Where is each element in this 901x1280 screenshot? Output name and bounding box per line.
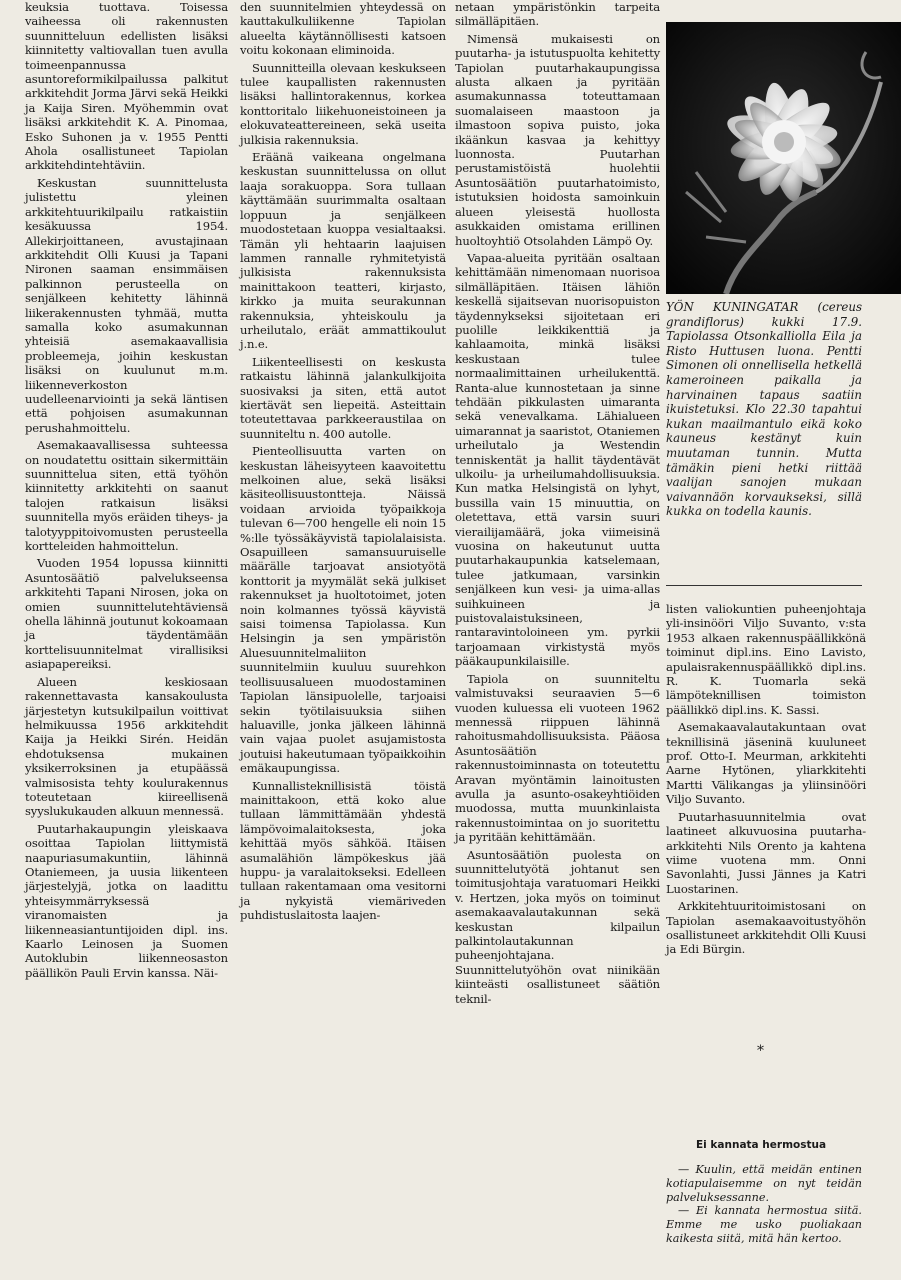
section-separator: * <box>757 1043 764 1059</box>
paragraph: Alueen keskiosaan rakennettavasta kansakoulusta järjestetyn kutsukilpailun voittivat helmikuussa 1956 arkkitehdit Kaija ja Heikki Sirén. Heidän ehdotuksensa mukainen yksikerroksinen ja etupäässä valmisosista tehty koulurakennus toteutetaan kiireellisenä syyslukukauden alkuun mennessä. <box>25 674 228 819</box>
article-column-4 <box>666 602 866 960</box>
joke-title: Ei kannata hermostua <box>696 1139 827 1151</box>
joke-text <box>666 1163 862 1246</box>
paragraph: den suunnitelmien yhteydessä on kauttakulkuliikenne Tapiolan alueelta käytännöllisesti katsoen voitu kokonaan eliminoida. <box>240 0 446 58</box>
paragraph: Asemakaavalautakuntaan ovat teknillisinä jäseninä kuuluneet prof. Otto-I. Meurman, arkkitehti Aarne Hytönen, yliarkkitehti Martti Välikangas ja yliinsinööri Viljo Suvanto. <box>666 720 866 807</box>
paragraph: Vuoden 1954 lopussa kiinnitti Asuntosäätiö palvelukseensa arkkitehti Tapani Nirosen, joka on omien suunnittelutehtäviensä ohella lähinnä joutunut kokoamaan ja täydentämään korttelisuunnitelmat virallisiksi asiapapereiksi. <box>25 556 228 672</box>
article-column-1 <box>25 0 228 983</box>
paragraph: listen valiokuntien puheenjohtaja yli-insinööri Viljo Suvanto, v:sta 1953 alkaen rakennuspäällikkönä toiminut dipl.ins. Eino Lavisto, apulaisrakennuspäällikkö dipl.ins. R. K. Tuomarla sekä lämpöteknillisen toimiston päällikkö dipl.ins. K. Sassi. <box>666 602 866 717</box>
paragraph: Nimensä mukaisesti on puutarha- ja istutuspuolta kehitetty Tapiolan puutarhakaupungissa alusta alkaen ja pyritään asumakunnassa toteuttamaan suomalaiseen maastoon ja ilmastoon sopiva puisto, joka ikäänkun kasvaa ja kehittyy luonnosta. Puutarhan perustamistöistä huolehtii Asuntosäätiön puutarhatoimisto, istutuksien hoidosta samoinkuin alueen yleisestä huollosta asukkaiden omistama erillinen huoltoyhtiö Otsolahden Lämpö Oy. <box>455 31 660 248</box>
cereus-flower-image <box>666 22 901 294</box>
paragraph: Suunnitteilla olevaan keskukseen tulee kaupallisten rakennusten lisäksi hallintorakennus, korkea konttoritalo liikehuoneistoineen ja elokuvateattereineen, sekä useita julkisia rakennuksia. <box>240 60 446 147</box>
paragraph: Kunnallisteknillisistä töistä mainittakoon, että koko alue tullaan lämmittämään yhdestä lämpövoimalaitoksesta, joka kehittää myös sähköä. Itäisen asumalähiön lämpökeskus jää huppu- ja varalaitokseksi. Edelleen tullaan rakentamaan oma vesitorni ja nykyistä viemäriveden puhdistuslaitosta laajen- <box>240 778 446 923</box>
article-column-3 <box>455 0 660 1009</box>
paragraph: Puutarhasuunnitelmia ovat laatineet alkuvuosina puutarha-arkkitehti Nils Orento ja kahtena viime vuotena mm. Onni Savonlahti, Jussi Jännes ja Katri Luostarinen. <box>666 809 866 896</box>
paragraph: Puutarhakaupungin yleiskaava osoittaa Tapiolan liittymistä naapuriasumakuntiin, lähinnä Otaniemeen, ja uusia liikenteen järjestelyjä, jotka on laadittu yhteisymmärryksessä viranomaisten ja liikenneasiantuntijoiden dipl. ins. Kaarlo Leinosen ja Suomen Autoklubin liikenneosaston päällikön Pauli Ervin kanssa. Näi- <box>25 821 228 980</box>
photo-caption: YÖN KUNINGATAR (cereus grandiflorus) kukki 17.9. Tapiolassa Otsonkalliolla Eila ja Risto Huttusen luona. Pentti Simonen oli onnellisella hetkellä kameroineen paikalla ja harvinainen tapaus saatiin ikuistetuksi. Klo 22.30 tapahtui kukan maailmantulo eikä koko kauneus kestänyt kuin muutaman tunnin. Mutta tämäkin pieni hetki riittää vaalijan sanojen mukaan vaivannäön korvaukseksi, sillä kukka on todella kaunis. <box>666 300 862 519</box>
paragraph: Arkkitehtuuritoimistosani on Tapiolan asemakaavoitustyöhön osallistuneet arkkitehdit Olli Kuusi ja Edi Bürgin. <box>666 899 866 957</box>
paragraph: Asemakaavallisessa suhteessa on noudatettu osittain sikermittäin suunnittelua siten, että työhön kiinnitetty arkkitehti on saanut talojen ratkaisun lisäksi suunnitella myös eräiden tiheys- ja talotyyppitoivomusten perusteella kortteleiden hahmoittelun. <box>25 438 228 554</box>
paragraph: Tapiola on suunniteltu valmistuvaksi seuraavien 5—6 vuoden kuluessa eli vuoteen 1962 mennessä riippuen lähinnä rahoitusmahdollisuuksista. Pääosa Asuntosäätiön rakennustoiminnasta on toteutettu Aravan myöntämin lainoitusten avulla ja asunto-osakeyhtiöiden muodossa, mutta muunkinlaista rakennustoimintaa on jo suoritettu ja pyritään kehittämään. <box>455 671 660 845</box>
article-column-2 <box>240 0 446 926</box>
joke-line: — Kuulin, että meidän entinen kotiapulaisemme on nyt teidän palveluksessanne. <box>666 1163 862 1204</box>
paragraph: Vapaa-alueita pyritään osaltaan kehittämään nimenomaan nuorisoa silmälläpitäen. Itäisen lähiön keskellä sijaitsevan nuorisopuiston täydennykseksi sijoitetaan eri puolille leikkikenttiä ja kahlaamoita, minkä lisäksi keskustaan tulee normaalimittainen urheilukenttä. Ranta-alue kunnostetaan ja sinne tehdään pikkulasten uimaranta sekä venevalkama. Lähialueen uimarannat ja saaristot, Otaniemen urheilutalo ja Westendin tenniskentät ja hallit täydentävät ulkoilu- ja urheilumahdollisuuksia. Kun matka Helsingistä on lyhyt, bussilla vain 15 minuuttia, on oletettava, että varsin suuri vierailijamäärä, joka viimeisinä vuosina on hakeutunut uutta puutarhakaupunkia katselemaan, tulee jatkumaan, varsinkin senjälkeen kun vesi- ja uima-allas suihkuineen ja puistovalaistuksineen, rantaravintoloineen ym. pyrkii tarjoamaan virkistystä myös pääkaupunkilaisille. <box>455 250 660 669</box>
flower-photo <box>666 22 901 294</box>
paragraph: keuksia tuottava. Toisessa vaiheessa oli rakennusten suunnitteluun edellisten lisäksi kiinnitetty valtiovallan tuen avulla toimeenpannussa asuntoreformikilpailussa palkitut arkkitehdit Jorma Järvi sekä Heikki ja Kaija Siren. Myöhemmin ovat lisäksi arkkitehdit K. A. Pinomaa, Esko Suhonen ja v. 1955 Pentti Ahola osallistuneet Tapiolan arkkitehdintehtäviin. <box>25 0 228 173</box>
paragraph: Liikenteellisesti on keskusta ratkaistu lähinnä jalankulkijoita suosivaksi ja siten, että autot kiertävät sen liepeitä. Asteittain toteutettavaa parkkeeraustilaa on suunniteltu n. 400 autolle. <box>240 354 446 441</box>
joke-line: — Ei kannata hermostua siitä. Emme me usko puoliakaan kaikesta siitä, mitä hän kertoo. <box>666 1204 862 1245</box>
paragraph: Keskustan suunnittelusta julistettu yleinen arkkitehtuurikilpailu ratkaistiin kesäkuussa 1954. Allekirjoittaneen, avustajinaan arkkitehdit Olli Kuusi ja Tapani Nironen saaman ensimmäisen palkinnon perusteella on senjälkeen kehitetty lähinnä liikerakennusten tyhmää, mutta samalla koko asumakunnan yhteisiä asemakaavallisia probleemeja, joihin keskustan lisäksi on kuulunut m.m. liikenneverkoston uudelleenarviointi ja sekä läntisen että pohjoisen asumakunnan perushahmoittelu. <box>25 175 228 435</box>
paragraph: Pienteollisuutta varten on keskustan läheisyyteen kaavoitettu melkoinen alue, sekä lisäksi käsiteollisuustontteja. Näissä voidaan arvioida työpaikkoja tulevan 6—700 hengelle eli noin 15 %:lle työssäkäyvistä tapiolalaisista. Osapuilleen samansuuruiselle määrälle tarjoavat ansiotyötä konttorit ja myymälät sekä julkiset rakennukset ja huoltotoimet, joten noin kolmannes työssä käyvistä saisi toimensa Tapiolassa. Kun Helsingin ja sen ympäristön Aluesuunnitelmaliiton suunnitelmiin kuuluu suurehkon teollisuusalueen muodostaminen Tapiolan länsipuolelle, tarjoaisi sekin työtilaisuuksia siihen haluaville, jonka jälkeen lähinnä vain vajaa puolet asujamistosta joutuisi hakeutumaan työpaikkoihin emäkaupungissa. <box>240 444 446 776</box>
paragraph: netaan ympäristönkin tarpeita silmälläpitäen. <box>455 0 660 29</box>
paragraph: Eräänä vaikeana ongelmana keskustan suunnittelussa on ollut laaja sorakuoppa. Sora tullaan käyttämään suurimmalta osaltaan loppuun ja senjälkeen muodostetaan kuoppa vesialtaaksi. Tämän yli hehtaarin laajuisen lammen rannalle ryhmitetyistä julkisista rakennuksista mainittakoon teatteri, kirjasto, kirkko ja muita seurakunnan rakennuksia, yhteiskoulu ja urheilutalo, eräät ammattikoulut j.n.e. <box>240 150 446 352</box>
caption-divider <box>666 585 862 586</box>
paragraph: Asuntosäätiön puolesta on suunnittelutyötä johtanut sen toimitusjohtaja varatuomari Heikki v. Hertzen, joka myös on toiminut asemakaavalautakunnan sekä keskustan kilpailun palkintolautakunnan puheenjohtajana. Suunnittelutyöhön ovat niinikään kiinteästi osallistuneet säätiön teknil- <box>455 847 660 1006</box>
